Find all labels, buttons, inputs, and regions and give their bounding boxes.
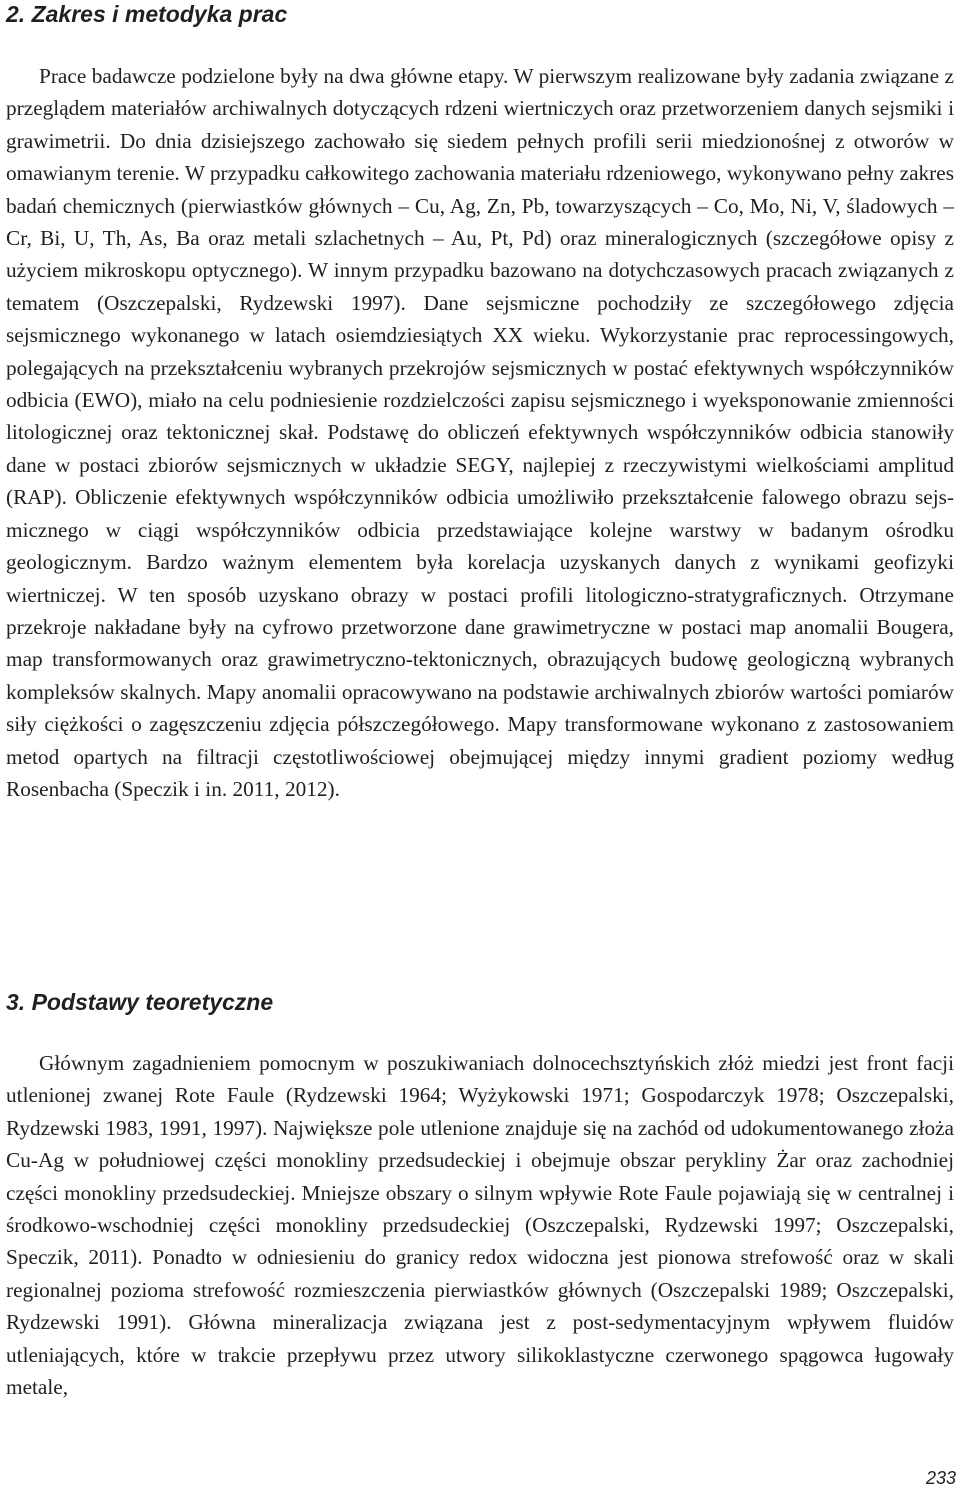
section-heading-theory: 3. Podstawy teoretyczne: [6, 989, 274, 1015]
page-number: 233: [925, 1468, 956, 1488]
paragraph-theory: Głównym zagadnieniem pomocnym w poszukiwaniach dolnocechsztyńskich złóż miedzi jest front facji utlenionej zwanej Rote Faule (Rydzewski 1964; Wyżykowski 1971; Gospodarczyk 1978; Oszczepalski, Rydzewski 1983, 1991, 1997). Największe pole utlenione znajduje się na zachód od udokumentowanego złoża Cu-Ag w południowej części monokliny przedsudeckiej i obejmuje obszar perykliny Żar oraz zachodniej części monokliny przedsudeckiej. Mniejsze obszary o silnym wpływie Rote Faule pojawiają się w centralnej i środkowo-wschodniej części monokliny przedsudeckiej (Oszczepalski, Rydzewski 1997; Oszczepalski, Speczik, 2011). Ponadto w odniesieniu do granicy redox widoczna jest pionowa strefowość oraz w skali regionalnej pozioma strefowość rozmieszczenia pierwiastków głównych (Oszczepalski 1989; Oszczepalski, Rydzewski 1991). Główna mineralizacja związana jest z post-sedymentacyjnym wpływem fluidów utleniających, które w trakcie przepływu przez utwory silikoklastyczne czerwonego spągowca ługowały metale,: [6, 1051, 954, 1400]
paragraph-methodology: Prace badawcze podzielone były na dwa główne etapy. W pierwszym realizowane były zadania związane z przeglądem materiałów archiwalnych dotyczących rdzeni wiertniczych oraz przetworzeniem danych sejsmiki i grawimetrii. Do dnia dzisiejszego zachowało się siedem pełnych profili serii miedzionośnej z otworów w omawianym terenie. W przypadku całkowitego zachowania materiału rdzeniowego, wykonywano pełny zakres badań chemicznych (pierwiastków głównych – Cu, Ag, Zn, Pb, towarzyszących – Co, Mo, Ni, V, śladowych – Cr, Bi, U, Th, As, Ba oraz metali szlachetnych – Au, Pt, Pd) oraz mineralogicznych (szczegółowe opisy z użyciem mikroskopu optycznego). W innym przypadku bazowano na dotychczasowych pracach związanych z tematem (Oszczepalski, Rydzewski 1997). Dane sejsmiczne pochodziły ze szczegółowego zdjęcia sejsmicznego wykonanego w latach osiemdziesiątych XX wieku. Wykorzystanie prac reprocessingowych, polegających na przekształceniu wybranych przekrojów sejsmicznych w postać efektywnych współczynników odbicia (EWO), miało na celu podniesienie rozdzielczości zapisu sejsmicznego i wyeksponowanie zmienności litologicznej oraz tektonicznej skał. Podstawę do obliczeń efektywnych współczynników odbicia stanowiły dane w postaci zbiorów sejsmicznych w układzie SEGY, najlepiej z rzeczywistymi wielkościami amplitud (RAP). Obliczenie efektywnych współczynników odbicia umożliwiło przekształcenie falowego obrazu sejsmicznego w ciągi współczynników odbicia przedstawiające kolejne warstwy w badanym ośrodku geologicznym. Bardzo ważnym elementem była korelacja uzyskanych danych z wynikami geofizyki wiertniczej. W ten sposób uzyskano obrazy w postaci profili litologiczno-stratygraficznych. Otrzymane przekroje nakładane były na cyfrowo przetworzone dane grawimetryczne w postaci map anomalii Bougera, map transformowanych oraz grawimetryczno-tektonicznych, obrazujących budowę geologiczną wybranych kompleksów skalnych. Mapy anomalii opracowywano na podstawie archiwalnych zbiorów wartości pomiarów siły ciężkości o zagęszczeniu zdjęcia półszczegółowego. Mapy transformowane wykonano z zastosowaniem metod opartych na filtracji częstotliwościowej obejmującej między innymi gradient poziomy według Rosenbacha (Speczik i in. 2011, 2012).: [6, 64, 954, 801]
section-heading-methodology: 2. Zakres i metodyka prac: [6, 1, 288, 27]
